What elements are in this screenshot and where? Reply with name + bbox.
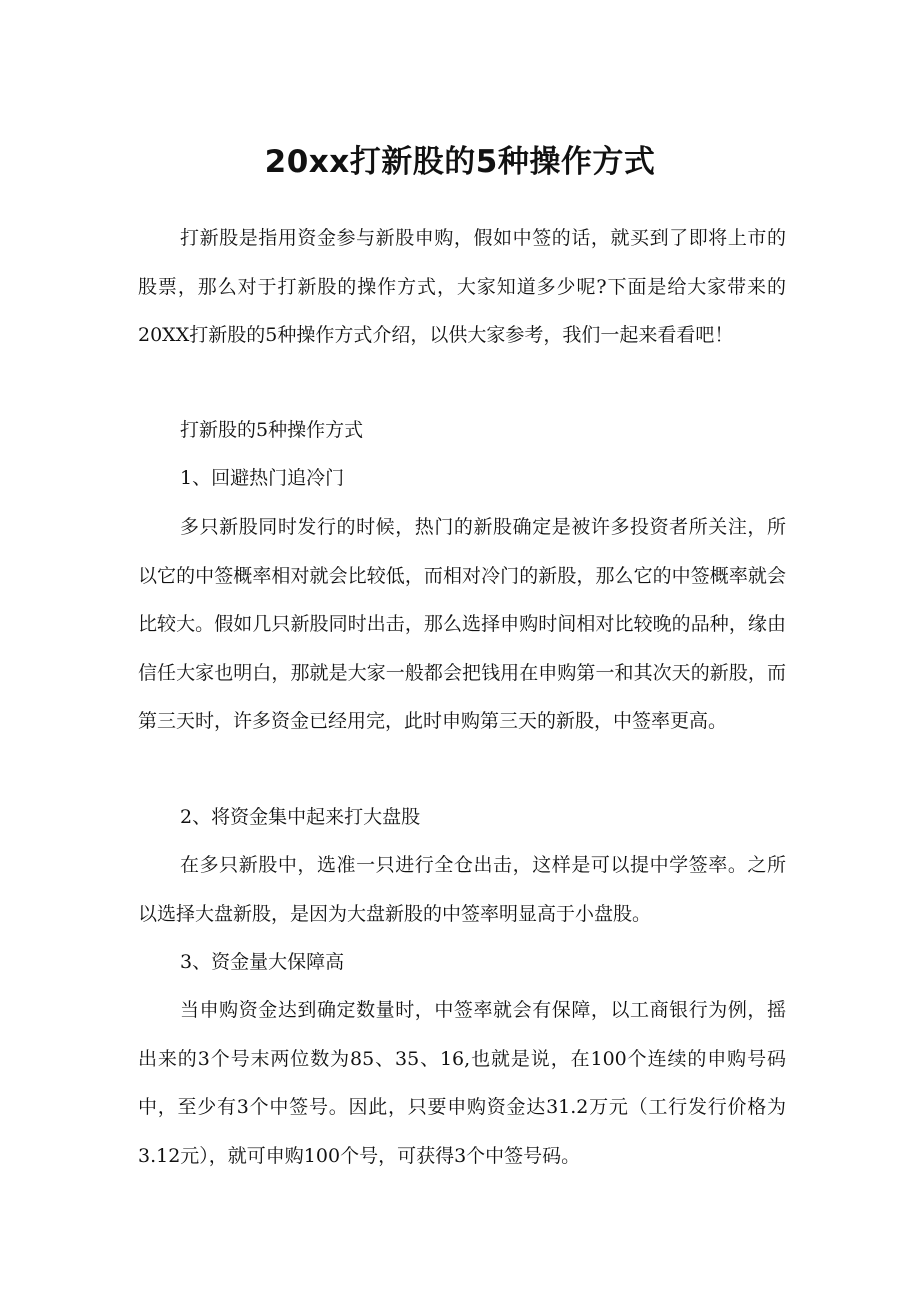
- item-1-heading: 1、回避热门追冷门: [180, 467, 345, 489]
- item-3-heading: 3、资金量大保障高: [180, 951, 345, 973]
- section-title: 打新股的5种操作方式: [180, 419, 364, 441]
- intro-paragraph: 打新股是指用资金参与新股申购，假如中签的话，就买到了即将上市的股票，那么对于打新股的操作方式，大家知道多少呢?下面是给大家带来的20XX打新股的5种操作方式介绍，以供大家参考，我们一起来看看吧！: [138, 227, 786, 346]
- item-1-paragraph: 多只新股同时发行的时候，热门的新股确定是被许多投资者所关注，所以它的中签概率相对就会比较低，而相对冷门的新股，那么它的中签概率就会比较大。假如几只新股同时出击，那么选择申购时间相对比较晚的品种，缘由信任大家也明白，那就是大家一般都会把钱用在申购第一和其次天的新股，而第三天时，许多资金已经用完，此时申购第三天的新股，中签率更高。: [138, 516, 786, 732]
- item-3-paragraph: 当申购资金达到确定数量时，中签率就会有保障，以工商银行为例，摇出来的3个号末两位数为85、35、16,也就是说，在100个连续的申购号码中，至少有3个中签号。因此，只要申购资金达31.2万元（工行发行价格为3.12元），就可申购100个号，可获得3个中签号码。: [138, 999, 786, 1167]
- document-title: 20xx打新股的5种操作方式: [264, 144, 656, 180]
- item-2-heading: 2、将资金集中起来打大盘股: [180, 806, 421, 828]
- item-2-paragraph: 在多只新股中，选准一只进行全仓出击，这样是可以提中学签率。之所以选择大盘新股，是因为大盘新股的中签率明显高于小盘股。: [138, 854, 786, 925]
